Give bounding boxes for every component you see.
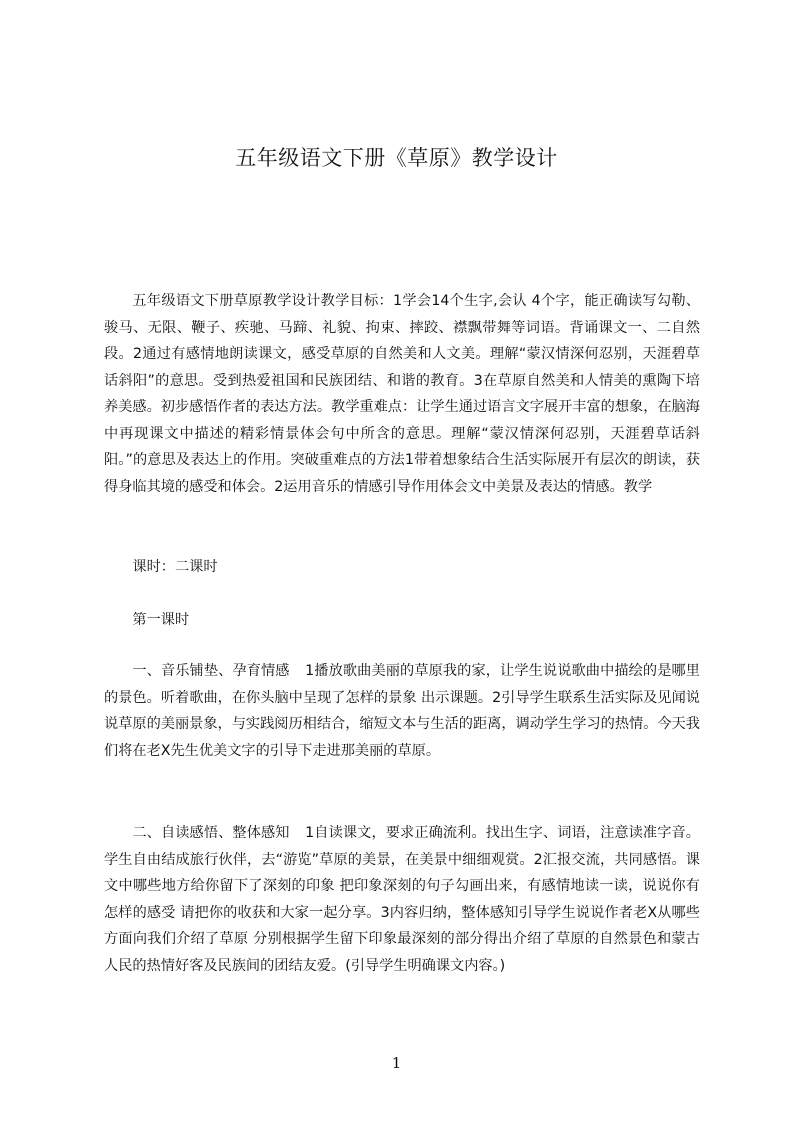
section-body-reading: 1自读课文，要求正确流利。找出生字、词语，注意读准字音。学生自由结成旅行伙伴，去“游览”草原的美景，在美景中细细观赏。2汇报交流，共同感悟。课文中哪些地方给你留下了深刻的印象 把印象深刻的句子勾画出来，有感情地读一读，说说你有怎样的感受 请把你的收获和大家一起分享。3内容归纳，整体感知引导学生说说作者老X从哪些方面向我们介绍了草原 分别根据学生留下印象最深刻的部分得出介绍了草原的自然景色和蒙古人民的热情好客及民族间的团结友爱。(引导学生明确课文内容。) bbox=[104, 825, 700, 974]
paragraph-self-reading bbox=[104, 820, 700, 979]
paragraph-class-hours: 课时：二课时 bbox=[132, 559, 218, 575]
paragraph-objectives: 五年级语文下册草原教学设计教学目标：1学会14个生字,会认 4个字，能正确读写勾勒、骏马、无限、鞭子、疾驰、马蹄、礼貌、拘束、摔跤、襟飘带舞等词语。背诵课文一、二自然段。2通过有感情地朗读课文，感受草原的自然美和人文美。理解“蒙汉情深何忍别，天涯碧草话斜阳”的意思。受到热爱祖国和民族团结、和谐的教育。3在草原自然美和人情美的熏陶下培养美感。初步感悟作者的表达方法。教学重难点：让学生通过语言文字展开丰富的想象，在脑海中再现课文中描述的精彩情景体会句中所含的意思。理解“蒙汉情深何忍别，天涯碧草话斜阳。”的意思及表达上的作用。突破重难点的方法1带着想象结合生活实际展开有层次的朗读，获得身临其境的感受和体会。2运用音乐的情感引导作用体会文中美景及表达的情感。教学 bbox=[104, 293, 700, 495]
section-heading-reading: 二、自读感悟、整体感知 bbox=[132, 825, 290, 841]
page-number: 1 bbox=[391, 1054, 402, 1072]
paragraph-music-intro bbox=[104, 658, 700, 764]
section-body-music: 1播放歌曲美丽的草原我的家，让学生说说歌曲中描绘的是哪里的景色。听着歌曲，在你头脑中呈现了怎样的景象 出示课题。2引导学生联系生活实际及见闻说说草原的美丽景象，与实践阅历相结合，缩短文本与生活的距离，调动学生学习的热情。今天我们将在老X先生优美文字的引导下走进那美丽的草原。 bbox=[104, 663, 700, 759]
paragraph-first-lesson: 第一课时 bbox=[132, 612, 190, 628]
section-heading-music: 一、音乐铺垫、孕育情感 bbox=[132, 663, 290, 679]
document-title: 五年级语文下册《草原》教学设计 bbox=[235, 146, 558, 170]
